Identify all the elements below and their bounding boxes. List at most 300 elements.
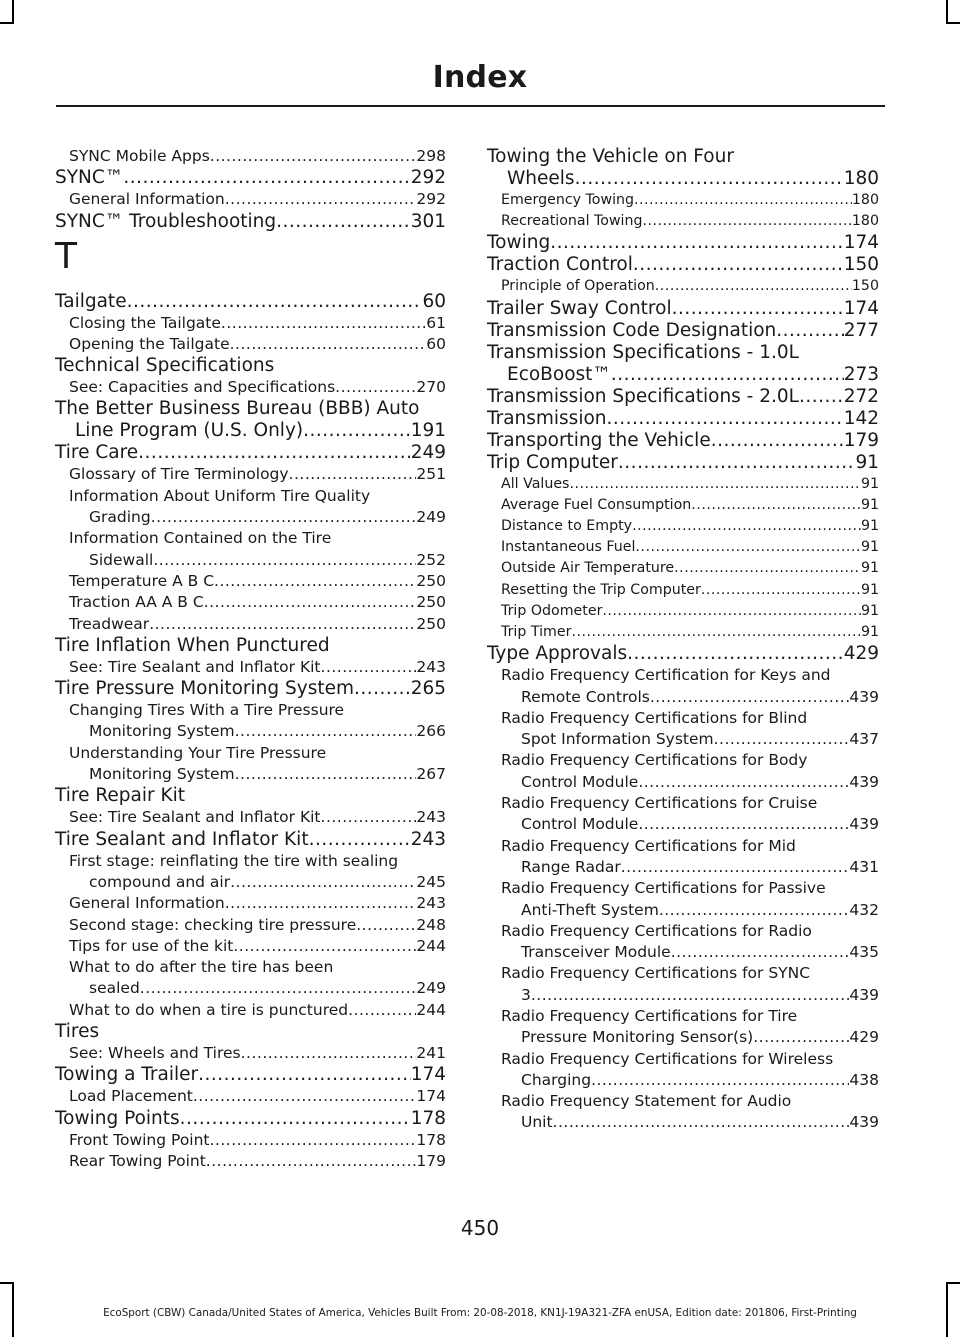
page-reference: 429 <box>849 1028 879 1047</box>
index-entry-sub <box>487 963 879 1006</box>
dot-leader <box>701 580 861 601</box>
index-entry-sub <box>487 750 879 793</box>
index-entry-sub <box>55 592 446 613</box>
dot-leader <box>276 211 411 233</box>
index-line <box>487 386 879 408</box>
page-reference: 267 <box>416 765 446 784</box>
index-entry-main <box>487 386 879 408</box>
entry-text: First stage: reinflating the tire with sealing <box>69 851 399 870</box>
page-reference: 150 <box>851 278 879 295</box>
dot-leader <box>635 537 861 558</box>
dot-leader <box>714 729 850 750</box>
entry-text: Understanding Your Tire Pressure <box>69 743 327 762</box>
entry-text: What to do after the tire has been <box>69 958 334 977</box>
dot-leader <box>776 320 843 342</box>
index-line <box>69 936 446 957</box>
page-reference: 91 <box>860 602 879 619</box>
index-entry-sub <box>55 486 446 529</box>
index-line <box>501 900 879 921</box>
entry-text: See: Capacities and Specifications <box>69 378 336 397</box>
index-line <box>501 211 879 232</box>
index-entry-main <box>487 430 879 452</box>
dot-leader <box>153 550 416 571</box>
page-reference: 174 <box>843 232 879 254</box>
entry-text: Transmission <box>487 407 607 429</box>
entry-text: Load Placement <box>69 1087 193 1106</box>
dot-leader <box>607 408 844 430</box>
index-line <box>55 420 446 442</box>
entry-text: Closing the Tailgate <box>69 313 221 332</box>
index-line <box>501 580 879 601</box>
page-reference: 91 <box>855 451 879 473</box>
index-line <box>55 678 446 700</box>
page-reference: 439 <box>849 815 879 834</box>
index-line <box>501 1070 879 1091</box>
dot-leader <box>127 291 423 313</box>
page-reference: 432 <box>849 900 879 919</box>
entry-text: Range Radar <box>521 857 621 876</box>
index-entry-main <box>55 442 446 464</box>
entry-text: See: Tire Sealant and Inflator Kit <box>69 808 321 827</box>
page-reference: 251 <box>416 465 446 484</box>
entry-text: Towing a Trailer <box>55 1064 199 1086</box>
dot-leader <box>691 495 861 516</box>
dot-leader <box>214 571 416 592</box>
index-line <box>55 442 446 464</box>
page-reference: 298 <box>416 147 446 165</box>
index-entry-sub <box>55 957 446 1000</box>
index-entry-sub <box>487 1006 879 1049</box>
page-reference: 174 <box>410 1064 446 1086</box>
index-line <box>501 1027 879 1048</box>
index-entry-sub <box>487 190 879 211</box>
index-line <box>69 1130 446 1151</box>
index-line <box>487 430 879 452</box>
index-entry-sub <box>487 474 879 495</box>
index-entry-main <box>487 298 879 320</box>
entry-text: Glossary of Tire Terminology <box>69 465 289 484</box>
entry-text: Radio Frequency Certifications for Cruise <box>501 794 818 813</box>
index-line <box>487 408 879 430</box>
entry-text: SYNC™ Troubleshooting <box>55 210 277 232</box>
index-line <box>69 146 446 167</box>
dot-leader <box>241 1043 417 1064</box>
dot-leader <box>672 298 844 320</box>
index-entry-sub <box>487 558 879 579</box>
index-entry-sub <box>487 708 879 751</box>
dot-leader <box>149 614 416 635</box>
index-entry-sub <box>55 528 446 571</box>
entry-text: Recreational Towing <box>501 213 643 230</box>
page-reference: 61 <box>426 313 446 332</box>
dot-leader <box>575 168 844 190</box>
entry-text: T <box>55 235 77 277</box>
dot-leader <box>321 657 417 678</box>
page-reference: 178 <box>410 1107 446 1129</box>
entry-text: Transmission Specifications - 2.0L <box>487 385 799 407</box>
index-line <box>501 537 879 558</box>
page-reference: 191 <box>410 420 446 442</box>
dot-leader <box>151 507 417 528</box>
index-entry-main <box>487 146 879 190</box>
dot-leader <box>289 464 417 485</box>
page-reference: 243 <box>416 808 446 827</box>
index-entry-sub <box>487 921 879 964</box>
entry-text: Emergency Towing <box>501 192 635 208</box>
page-reference: 273 <box>843 363 879 385</box>
index-line <box>501 985 879 1006</box>
index-line <box>69 978 446 999</box>
entry-text: Towing the Vehicle on Four <box>487 146 734 167</box>
entry-text: Control Module <box>521 772 639 791</box>
index-entry-sub <box>55 1130 446 1151</box>
page-number: 450 <box>460 1216 500 1240</box>
dot-leader <box>303 420 411 442</box>
dot-leader <box>230 334 427 355</box>
page-reference: 439 <box>849 985 879 1004</box>
index-line <box>69 872 446 893</box>
crop-mark <box>0 22 14 24</box>
entry-text: Radio Frequency Certification for Keys and <box>501 666 831 685</box>
index-entry-sub <box>55 893 446 914</box>
dot-leader <box>627 643 844 665</box>
entry-text: Radio Frequency Certifications for SYNC <box>501 964 811 983</box>
page-reference: 91 <box>860 560 879 577</box>
index-entry-sub <box>55 189 446 210</box>
entry-text: Tire Care <box>55 442 139 464</box>
index-line <box>69 764 446 785</box>
page-reference: 439 <box>849 687 879 706</box>
entry-text: Radio Frequency Certifications for Radio <box>501 921 812 940</box>
dot-leader <box>348 1000 416 1021</box>
index-line <box>487 168 879 190</box>
page-reference: 60 <box>422 290 446 312</box>
dot-leader <box>618 452 856 474</box>
dot-leader <box>221 313 426 334</box>
dot-leader <box>621 857 850 878</box>
entry-text: Radio Frequency Statement for Audio <box>501 1092 792 1111</box>
crop-mark <box>946 22 960 24</box>
entry-text: Distance to Empty <box>501 518 633 535</box>
dot-leader <box>602 601 861 622</box>
entry-text: Tire Inflation When Punctured <box>55 634 330 656</box>
entry-text: Traction Control <box>487 254 633 276</box>
index-line <box>69 893 446 914</box>
index-entry-main <box>55 398 446 442</box>
index-line <box>55 1064 446 1086</box>
index-line <box>501 190 879 211</box>
entry-text: Anti-Theft System <box>521 900 659 919</box>
index-line <box>501 857 879 878</box>
index-line <box>69 571 446 592</box>
dot-leader <box>235 764 417 785</box>
dot-leader <box>632 516 861 537</box>
page-reference: 292 <box>410 167 446 189</box>
entry-text: Trip Timer <box>501 624 572 641</box>
page-reference: 301 <box>410 210 446 232</box>
index-entry-sub <box>487 580 879 601</box>
entry-text: Traction AA A B C <box>69 593 204 612</box>
index-line <box>501 772 879 793</box>
index-entry-sub <box>55 313 446 334</box>
dot-leader <box>198 1064 411 1086</box>
index-entry-sub <box>55 1043 446 1064</box>
index-line <box>55 291 446 313</box>
index-line <box>487 364 879 386</box>
index-line <box>69 550 446 571</box>
entry-text: sealed <box>89 979 140 998</box>
index-line <box>487 232 879 254</box>
index-entry-sub <box>55 936 446 957</box>
dot-leader <box>674 558 861 579</box>
page-reference: 266 <box>416 722 446 741</box>
entry-text: Average Fuel Consumption <box>501 496 692 513</box>
entry-text: Temperature A B C <box>69 571 215 590</box>
page-reference: 174 <box>416 1087 446 1106</box>
index-entry-main <box>55 678 446 700</box>
entry-text: SYNC Mobile Apps <box>69 147 210 165</box>
page-reference: 270 <box>416 378 446 397</box>
page-reference: 241 <box>416 1044 446 1063</box>
page-reference: 249 <box>410 442 446 464</box>
entry-text: Technical Specifications <box>55 355 275 377</box>
index-entry-sub <box>487 878 879 921</box>
index-entry-sub <box>487 622 879 643</box>
page-reference: 277 <box>843 319 879 341</box>
page-reference: 243 <box>416 894 446 913</box>
entry-text: Radio Frequency Certifications for Wireless <box>501 1049 834 1068</box>
index-entry-main <box>55 1021 446 1043</box>
index-entry-main <box>487 408 879 430</box>
index-entry-main <box>55 211 446 233</box>
entry-text: Wheels <box>507 168 575 189</box>
index-entry-sub <box>487 276 879 297</box>
entry-text: Information Contained on the Tire <box>69 529 332 548</box>
page-reference: 180 <box>851 213 879 230</box>
index-entry-sub <box>55 851 446 894</box>
index-line <box>69 657 446 678</box>
index-entry-sub <box>55 571 446 592</box>
entry-text: Radio Frequency Certifications for Body <box>501 751 808 770</box>
index-entry-main <box>487 232 879 254</box>
page-reference: 437 <box>849 730 879 749</box>
entry-text: Tire Pressure Monitoring System <box>55 678 355 700</box>
index-line <box>69 614 446 635</box>
dot-leader <box>354 678 411 700</box>
entry-text: Pressure Monitoring Sensor(s) <box>521 1028 754 1047</box>
index-line <box>69 464 446 485</box>
entry-text: General Information <box>69 894 225 913</box>
index-entry-sub <box>55 657 446 678</box>
entry-text: Tailgate <box>55 290 127 312</box>
index-line <box>69 721 446 742</box>
page-reference: 243 <box>410 828 446 850</box>
index-line <box>69 377 446 398</box>
entry-text: Second stage: checking tire pressure <box>69 915 357 934</box>
page-reference: 250 <box>416 614 446 633</box>
index-line <box>501 474 879 495</box>
index-line <box>55 1108 446 1130</box>
index-entry-main <box>55 829 446 851</box>
index-line <box>69 807 446 828</box>
page-reference: 142 <box>843 407 879 429</box>
index-entry-main <box>55 785 446 807</box>
page-reference: 250 <box>416 593 446 612</box>
dot-leader <box>643 211 852 232</box>
entry-text: SYNC™ <box>55 167 124 189</box>
entry-text: Outside Air Temperature <box>501 560 675 577</box>
page-reference: 429 <box>843 643 879 665</box>
index-entry-sub <box>487 793 879 836</box>
page-reference: 174 <box>843 297 879 319</box>
entry-text: Trailer Sway Control <box>487 297 672 319</box>
entry-text: See: Wheels and Tires <box>69 1044 241 1063</box>
index-line <box>487 643 879 665</box>
page-reference: 178 <box>416 1130 446 1149</box>
index-line <box>501 495 879 516</box>
dot-leader <box>569 474 860 495</box>
crop-mark <box>946 0 948 22</box>
entry-text: Line Program (U.S. Only) <box>75 420 304 442</box>
entry-text: Type Approvals <box>487 643 628 665</box>
page-reference: 180 <box>851 192 879 208</box>
dot-leader <box>335 377 416 398</box>
index-entry-main <box>55 635 446 657</box>
dot-leader <box>638 772 849 793</box>
entry-text: compound and air <box>89 872 231 891</box>
page-reference: 292 <box>416 190 446 209</box>
dot-leader <box>210 1130 417 1151</box>
index-entry-sub <box>487 495 879 516</box>
crop-mark <box>0 1282 14 1284</box>
index-entry-main <box>55 1064 446 1086</box>
entry-text: 3 <box>521 985 531 1004</box>
entry-text: Resetting the Trip Computer <box>501 581 701 598</box>
entry-text: Control Module <box>521 815 639 834</box>
entry-text: Sidewall <box>89 550 154 569</box>
index-entry-main <box>55 291 446 313</box>
page-reference: 252 <box>416 550 446 569</box>
index-line <box>501 1112 879 1133</box>
index-entry-main <box>487 452 879 474</box>
index-line <box>69 1043 446 1064</box>
page-reference: 249 <box>416 979 446 998</box>
dot-leader <box>309 829 411 851</box>
entry-text: Changing Tires With a Tire Pressure <box>69 701 345 720</box>
entry-text: Information About Uniform Tire Quality <box>69 486 371 505</box>
dot-leader <box>633 254 844 276</box>
index-line <box>55 167 446 189</box>
dot-leader <box>193 1086 417 1107</box>
dot-leader <box>711 430 844 452</box>
index-entry-main <box>55 355 446 377</box>
index-entry-main <box>55 1108 446 1130</box>
page-reference: 272 <box>843 385 879 407</box>
dot-leader <box>550 232 843 254</box>
dot-leader <box>799 386 844 408</box>
index-entry-sub <box>55 334 446 355</box>
page-reference: 439 <box>849 1113 879 1132</box>
page-reference: 244 <box>416 936 446 955</box>
entry-text: Monitoring System <box>89 722 235 741</box>
index-entry-sub <box>55 1151 446 1172</box>
entry-text: What to do when a tire is punctured <box>69 1000 349 1019</box>
index-entry-sub <box>55 464 446 485</box>
dot-leader <box>225 189 417 210</box>
index-entry-sub <box>487 665 879 708</box>
dot-leader <box>235 721 417 742</box>
index-entry-sub <box>487 601 879 622</box>
dot-leader <box>611 364 844 386</box>
dot-leader <box>671 942 850 963</box>
entry-text: Charging <box>521 1070 592 1089</box>
entry-text: See: Tire Sealant and Inflator Kit <box>69 657 321 676</box>
dot-leader <box>321 807 417 828</box>
index-entry-sub <box>55 377 446 398</box>
dot-leader <box>138 442 411 464</box>
entry-text: Unit <box>521 1113 553 1132</box>
dot-leader <box>650 687 850 708</box>
dot-leader <box>553 1112 850 1133</box>
entry-text: Opening the Tailgate <box>69 334 230 353</box>
section-letter <box>55 233 446 291</box>
dot-leader <box>225 893 417 914</box>
page-reference: 439 <box>849 772 879 791</box>
index-line <box>487 452 879 474</box>
index-entry-main <box>487 643 879 665</box>
index-line <box>487 254 879 276</box>
page-reference: 431 <box>849 857 879 876</box>
index-entry-sub <box>55 807 446 828</box>
page-reference: 91 <box>860 475 879 492</box>
crop-mark <box>12 0 14 22</box>
index-entry-main <box>487 254 879 276</box>
index-entry-sub <box>55 146 446 167</box>
index-entry-sub <box>55 743 446 786</box>
index-entry-sub <box>487 1091 879 1134</box>
index-line <box>501 516 879 537</box>
page-reference: 180 <box>843 168 879 189</box>
page-reference: 243 <box>416 657 446 676</box>
index-entry-sub <box>487 836 879 879</box>
entry-text: Trip Odometer <box>501 602 603 619</box>
entry-text: All Values <box>501 475 570 492</box>
entry-text: Grading <box>89 508 151 527</box>
entry-text: Transceiver Module <box>521 943 671 962</box>
entry-text: Treadwear <box>69 614 150 633</box>
entry-text: Spot Information System <box>521 730 714 749</box>
page-reference: 91 <box>860 539 879 556</box>
entry-text: Radio Frequency Certifications for Blind <box>501 708 808 727</box>
page-reference: 179 <box>416 1151 446 1170</box>
entry-text: Front Towing Point <box>69 1130 210 1149</box>
index-line <box>501 942 879 963</box>
index-line <box>487 320 879 342</box>
dot-leader <box>233 936 416 957</box>
entry-text: Radio Frequency Certifications for Tire <box>501 1006 798 1025</box>
footer-edition-info: EcoSport (CBW) Canada/United States of America, Vehicles Built From: 20-08-2018, KN1J-19A321-ZFA enUSA, Edition date: 201806, First-Printing <box>103 1307 857 1319</box>
entry-text: Towing <box>487 232 551 254</box>
dot-leader <box>204 592 417 613</box>
entry-text: Tire Repair Kit <box>55 785 185 807</box>
dot-leader <box>180 1108 411 1130</box>
entry-text: Radio Frequency Certifications for Passive <box>501 879 826 898</box>
index-line <box>501 687 879 708</box>
index-entry-sub <box>487 537 879 558</box>
page-reference: 150 <box>843 254 879 276</box>
index-line <box>501 558 879 579</box>
entry-text: Instantaneous Fuel <box>501 539 636 556</box>
